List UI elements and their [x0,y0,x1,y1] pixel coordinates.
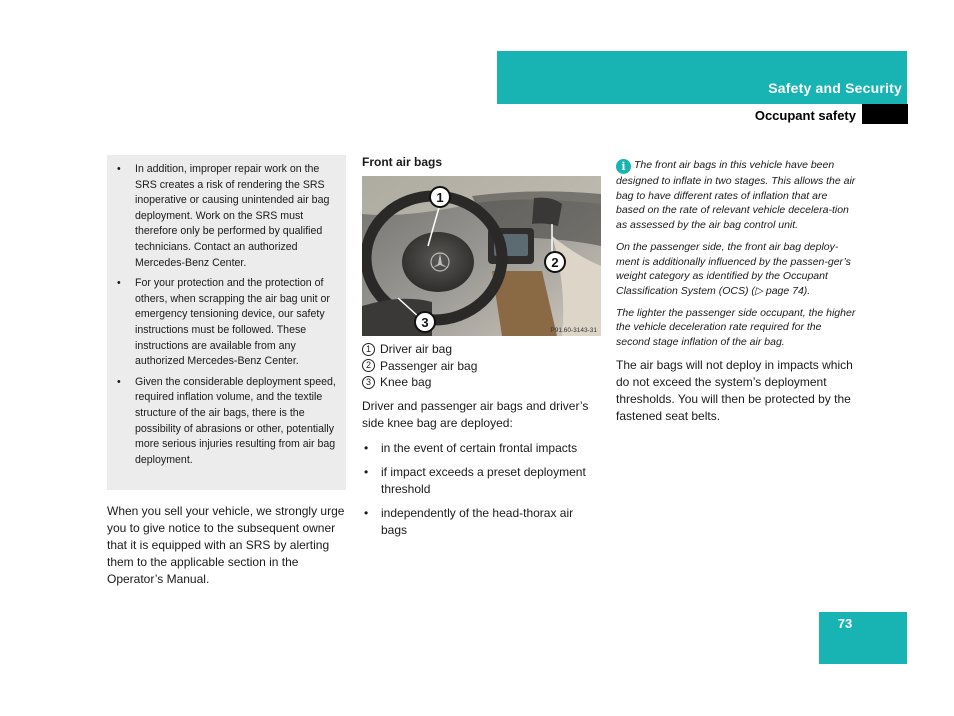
front-airbags-heading: Front air bags [362,155,443,169]
passenger-airbag-panel [532,198,562,226]
info-column [616,158,856,425]
info-note-1 [616,158,856,233]
callout-marker-3 [415,312,435,332]
callout-label-3: 3 [421,315,429,330]
warning-item-text: In addition, improper repair work on the SRS creates a risk of rendering the SRS inoperative or causing unintended air bag deployment. Work on the SRS must therefore only be performed by qualified technicians. Contact an authorized Mercedes-Benz Center. [135,163,330,269]
legend-number: 2 [362,359,375,372]
warning-list [107,155,346,468]
section-title: Safety and Security [768,80,902,96]
sell-vehicle-paragraph: When you sell your vehicle, we strongly urge you to give notice to the subsequent owner that it is equipped with an SRS by alerting them to the applicable section in the Operator’s Manual. [107,504,345,586]
info-note-2: On the passenger side, the front air bag deploy-ment is additionally influenced by the passen-ger’s weight category as identified by the Occupant Classification System (OCS) (▷ page 74). [616,240,851,297]
warning-item-text: Given the considerable deployment speed, required inflation volume, and the textile structure of the air bags, there is the possibility of abrasions or other, potentially more serious injuries resulting from air bag deployment. [135,375,336,466]
bullet: • [364,464,369,479]
callout-label-1: 1 [436,190,444,205]
bullet: • [117,375,121,388]
warning-item [117,375,338,469]
bullet: • [117,277,121,290]
legend-item [362,358,602,375]
front-airbags-column [362,155,602,546]
legend-item [362,374,602,391]
bullet: • [117,163,121,175]
list-item-text: independently of the head-thorax air bags [381,505,574,537]
bullet: • [364,440,369,455]
legend-label: Knee bag [380,375,432,389]
callout-label-2: 2 [551,255,559,270]
callout-marker-2 [545,252,565,272]
legend-item [362,341,602,358]
legend-number: 3 [362,376,375,389]
info-note-3: The lighter the passenger side occupant, the higher the vehicle deceleration rate required for the second stage inflation of the air bag. [616,306,856,349]
callout-marker-1 [430,187,450,207]
airbag-photo [362,176,601,336]
list-item [362,440,602,457]
bullet: • [364,505,369,520]
photo-legend [362,341,602,391]
page-number: 73 [837,616,853,631]
warning-box [107,155,346,490]
legend-label: Driver air bag [380,342,453,356]
section-tab-marker [862,104,908,124]
list-item [362,464,602,498]
info-note-text: The front air bags in this vehicle have been designed to inflate in two stages. This allows the air bag to have different rates of inflation that are based on the rate of relevant vehicle decelera-tion as assessed by the air bag control unit. [616,159,856,232]
legend-label: Passenger air bag [380,358,478,373]
deployment-threshold-paragraph: The air bags will not deploy in impacts which do not exceed the system’s deployment thresholds. You will then be protected by the fastened seat belts. [616,357,853,423]
subsection-title: Occupant safety [754,108,856,123]
warning-item [117,162,338,271]
list-item-text: in the event of certain frontal impacts [381,440,578,455]
deployment-intro: Driver and passenger air bags and driver’s side knee bag are deployed: [362,398,589,430]
warning-item-text: For your protection and the protection of others, when scrapping the air bag unit or emergency tensioning device, our safety instructions must be followed. These instructions are available from any authorized Mercedes-Benz Center. [135,277,330,368]
list-item-text: if impact exceeds a preset deployment threshold [381,464,586,496]
photo-code: P91.60-3143-31 [550,327,597,334]
header-band [497,51,907,104]
deployment-conditions-list [362,440,602,539]
info-icon: i [616,159,631,174]
legend-number: 1 [362,343,375,356]
warning-item [117,276,338,370]
list-item [362,505,602,539]
driver-airbag-hub [402,232,474,292]
